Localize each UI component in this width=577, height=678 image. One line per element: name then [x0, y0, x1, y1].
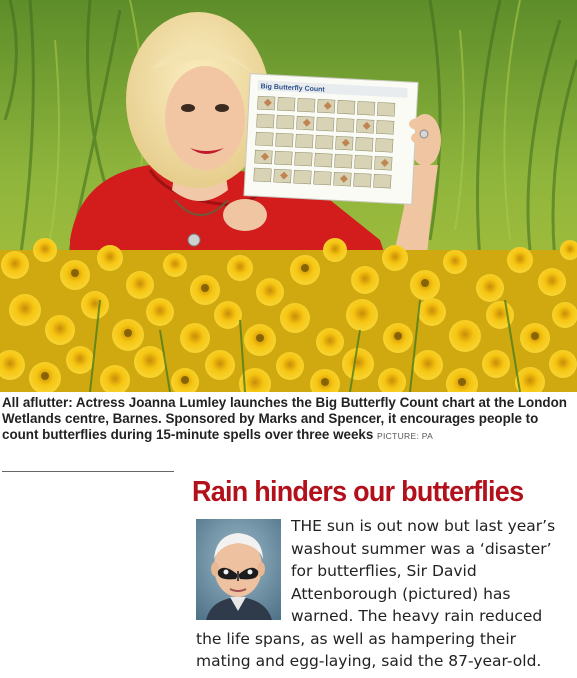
divider-rule	[2, 471, 174, 472]
caption-text: All aflutter: Actress Joanna Lumley launches the Big Butterfly Count chart at the London Wetlands centre, Barnes. Sponsored by Marks and Spencer, it encourages people to count butterflies during 15-minute spells over three weeks	[2, 395, 567, 442]
card-title: Big Butterfly Count	[260, 83, 325, 94]
article-body: THE sun is out now but last year’s washout summer was a ‘disaster’ for butterflies, Sir David Attenborough (pictured) has warned. The heavy rain reduced the life spans, as well as hampering their mating and egg-laying, said the 87-year-old.	[196, 517, 556, 670]
butterfly-chart-card	[244, 74, 429, 205]
photo-caption	[2, 395, 574, 444]
article-headline: Rain hinders our butterflies	[192, 476, 524, 508]
photo-credit: PICTURE: PA	[377, 431, 434, 441]
